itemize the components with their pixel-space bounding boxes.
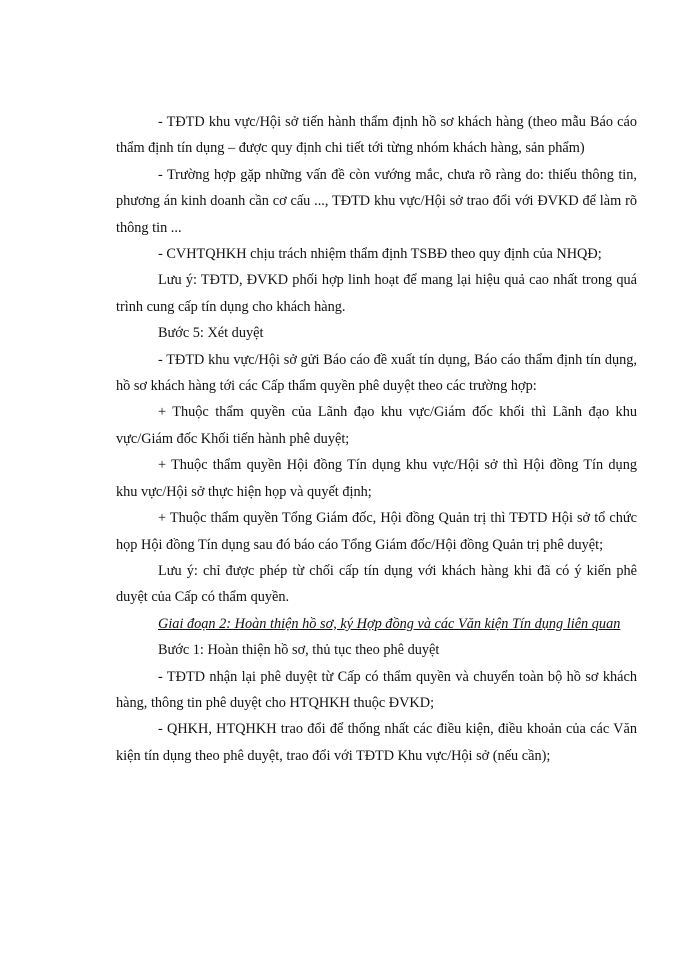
stage-2-heading: Giai đoạn 2: Hoàn thiện hồ sơ, ký Hợp đồng và các Văn kiện Tín dụng liên quan [158, 615, 621, 632]
paragraph-case-credit-council: + Thuộc thẩm quyền Hội đồng Tín dụng khu vực/Hội sở thì Hội đồng Tín dụng khu vực/Hội sở thực hiện họp và quyết định; [116, 457, 637, 500]
paragraph-note-refusal: Lưu ý: chỉ được phép từ chối cấp tín dụng với khách hàng khi đã có ý kiến phê duyệt của Cấp có thẩm quyền. [116, 562, 637, 606]
paragraph-appraisal-conduct: - TĐTD khu vực/Hội sở tiến hành thẩm định hồ sơ khách hàng (theo mẫu Báo cáo thẩm định tín dụng – được quy định chi tiết tới từng nhóm khách hàng, sản phẩm) [116, 114, 637, 157]
paragraph-case-division-leader: + Thuộc thẩm quyền của Lãnh đạo khu vực/Giám đốc khối thì Lãnh đạo khu vực/Giám đốc Khối tiến hành phê duyệt; [116, 404, 637, 447]
paragraph-collateral-appraisal: - CVHTQHKH chịu trách nhiệm thẩm định TSBĐ theo quy định của NHQĐ; [158, 246, 602, 263]
paragraph-case-ceo-board: + Thuộc thẩm quyền Tổng Giám đốc, Hội đồng Quản trị thì TĐTD Hội sở tổ chức họp Hội đồng Tín dụng sau đó báo cáo Tổng Giám đốc/Hội đồng Quản trị phê duyệt; [116, 510, 637, 553]
paragraph-note-coordination: Lưu ý: TĐTD, ĐVKD phối hợp linh hoạt để mang lại hiệu quả cao nhất trong quá trình cung cấp tín dụng cho khách hàng. [116, 272, 637, 315]
paragraph-send-reports: - TĐTD khu vực/Hội sở gửi Báo cáo đề xuất tín dụng, Báo cáo thẩm định tín dụng, hồ sơ khách hàng tới các Cấp thẩm quyền phê duyệt theo các trường hợp: [116, 351, 637, 395]
step-1-title: Bước 1: Hoàn thiện hồ sơ, thủ tục theo phê duyệt [158, 642, 440, 659]
paragraph-receive-approval: - TĐTD nhận lại phê duyệt từ Cấp có thẩm quyền và chuyển toàn bộ hồ sơ khách hàng, thông tin phê duyệt cho HTQHKH thuộc ĐVKD; [116, 668, 637, 711]
paragraph-unclear-issues: - Trường hợp gặp những vấn đề còn vướng mắc, chưa rõ ràng do: thiếu thông tin, phương án kinh doanh cần cơ cấu ..., TĐTD khu vực/Hội sở trao đổi với ĐVKD để làm rõ thông tin ... [116, 166, 637, 236]
paragraph-agree-terms: - QHKH, HTQHKH trao đổi để thống nhất các điều kiện, điều khoản của các Văn kiện tín dụng theo phê duyệt, trao đổi với TĐTD Khu vực/Hội sở (nếu cần); [116, 721, 637, 764]
step-5-title: Bước 5: Xét duyệt [158, 325, 264, 342]
document-body [116, 109, 637, 769]
